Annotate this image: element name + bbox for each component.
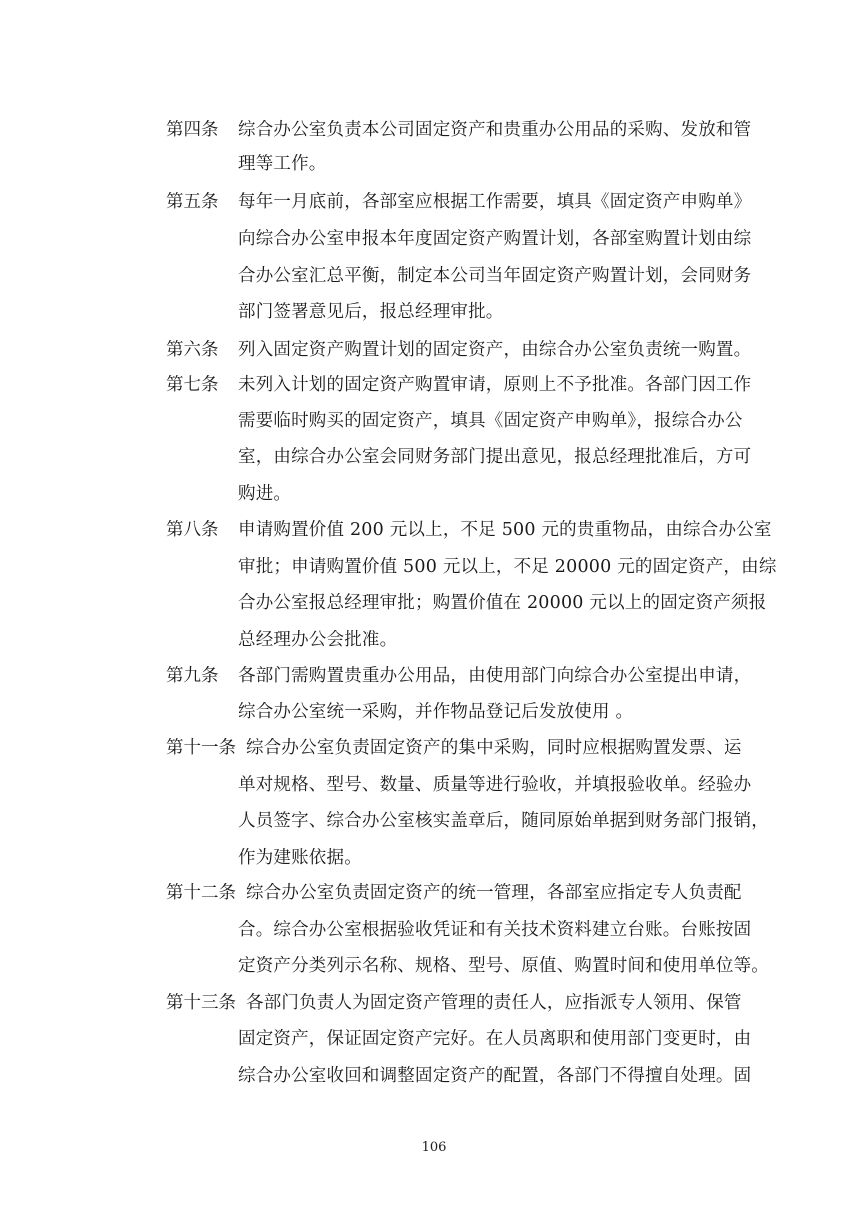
article-line: 综合办公室统一采购，并作物品登记后发放使用 。 (238, 702, 634, 722)
article-line: 定资产分类列示名称、规格、型号、原值、购置时间和使用单位等。 (238, 956, 769, 976)
article-line: 合办公室报总经理审批；购置价值在 20000 元以上的固定资产须报 (238, 593, 767, 613)
article-line: 综合办公室收回和调整固定资产的配置，各部门不得擅自处理。固 (238, 1066, 752, 1086)
article-label: 第十三条 (166, 993, 236, 1013)
article-line: 需要临时购买的固定资产，填具《固定资产申购单》，报综合办公 (238, 411, 743, 431)
article-label: 第七条 (166, 375, 219, 395)
article-label: 第九条 (166, 666, 219, 686)
article-line: 固定资产，保证固定资产完好。在人员离职和使用部门变更时，由 (238, 1029, 752, 1049)
article-line: 各部门负责人为固定资产管理的责任人，应指派专人领用、保管 (246, 993, 742, 1013)
article-line: 总经理办公会批准。 (238, 630, 398, 650)
article-line: 未列入计划的固定资产购置审请，原则上不予批准。各部门因工作 (238, 375, 752, 395)
page-number: 106 (421, 1140, 447, 1155)
article-line: 向综合办公室申报本年度固定资产购置计划，各部室购置计划由综 (238, 229, 752, 249)
article-line: 综合办公室负责本公司固定资产和贵重办公用品的采购、发放和管 (238, 120, 752, 140)
article-label: 第八条 (166, 520, 219, 540)
article-line: 每年一月底前，各部室应根据工作需要，填具《固定资产申购单》 (238, 192, 752, 212)
article-label: 第五条 (166, 192, 219, 212)
article-line: 人员签字、综合办公室核实盖章后，随同原始单据到财务部门报销， (238, 811, 769, 831)
article-line: 列入固定资产购置计划的固定资产，由综合办公室负责统一购置。 (238, 340, 752, 360)
article-line: 购进。 (238, 484, 292, 504)
article-label: 第四条 (166, 120, 219, 140)
article-line: 合。综合办公室根据验收凭证和有关技术资料建立台账。台账按固 (238, 920, 752, 940)
article-line: 部门签署意见后，报总经理审批。 (238, 302, 504, 322)
article-line: 室，由综合办公室会同财务部门提出意见，报总经理批准后，方可 (238, 447, 752, 467)
article-label: 第十一条 (166, 738, 236, 758)
article-line: 申请购置价值 200 元以上，不足 500 元的贵重物品，由综合办公室 (238, 520, 772, 540)
article-line: 审批；申请购置价值 500 元以上，不足 20000 元的固定资产，由综 (238, 557, 777, 577)
article-line: 合办公室汇总平衡，制定本公司当年固定资产购置计划，会同财务 (238, 266, 752, 286)
article-line: 单对规格、型号、数量、质量等进行验收，并填报验收单。经验办 (238, 775, 752, 795)
article-line: 作为建账依据。 (238, 848, 362, 868)
article-line: 综合办公室负责固定资产的集中采购，同时应根据购置发票、运 (246, 738, 742, 758)
article-label: 第十二条 (166, 883, 236, 903)
article-line: 各部门需购置贵重办公用品，由使用部门向综合办公室提出申请， (238, 666, 752, 686)
article-line: 综合办公室负责固定资产的统一管理，各部室应指定专人负责配 (246, 883, 742, 903)
article-line: 理等工作。 (238, 154, 327, 174)
article-label: 第六条 (166, 340, 219, 360)
